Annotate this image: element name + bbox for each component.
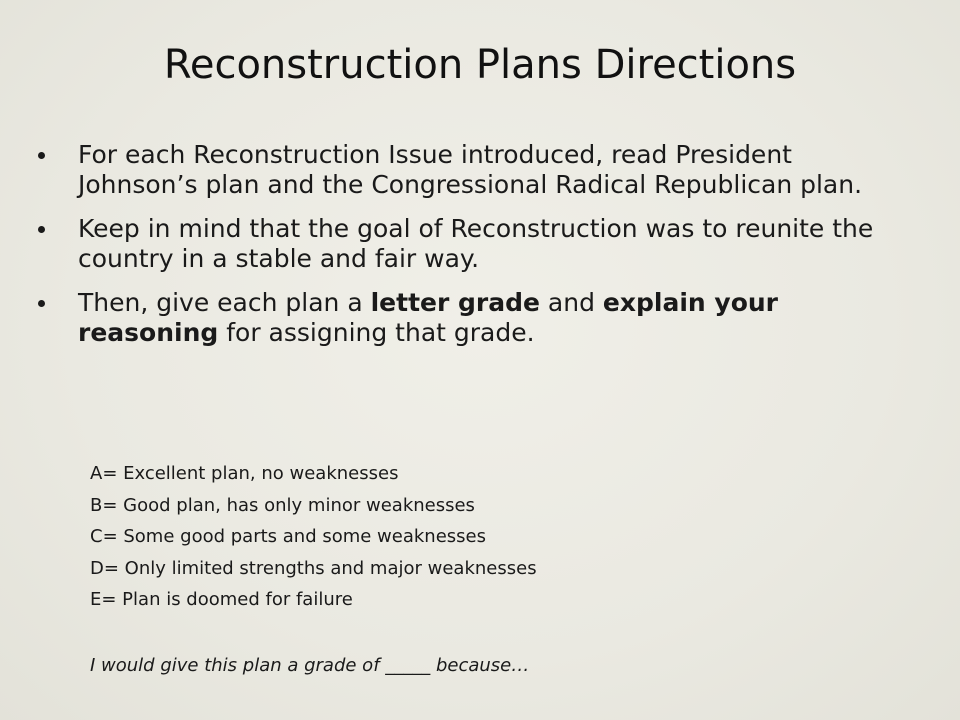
bullet-emphasis-letter-grade: letter grade xyxy=(370,288,540,317)
bullet-text-part: Then, give each plan a xyxy=(78,288,371,317)
bullet-emphasis-explain-reasoning: explain your reasoning xyxy=(78,288,779,347)
slide-title: Reconstruction Plans Directions xyxy=(163,42,797,88)
bullet-item xyxy=(58,140,918,200)
bullet-item xyxy=(58,214,918,274)
bullet-text xyxy=(78,214,873,273)
bullet-text-part: For each Reconstruction Issue introduced, read President Johnson’s plan and the Congressional Radical Republican plan. xyxy=(78,140,863,199)
grade-e-line: E= Plan is doomed for failure xyxy=(90,589,353,610)
grading-scale xyxy=(90,458,850,616)
bullet-dot-icon xyxy=(38,152,45,159)
grade-d-line: D= Only limited strengths and major weaknesses xyxy=(90,557,537,579)
bullet-dot-icon xyxy=(38,300,45,307)
bullet-text xyxy=(78,288,778,347)
bullet-text-part: Keep in mind that the goal of Reconstruction was to reunite the country in a stable and fair way. xyxy=(78,214,874,273)
bullet-text xyxy=(78,140,862,199)
closing-prompt: I would give this plan a grade of _____ because… xyxy=(90,655,530,676)
bullet-item xyxy=(58,288,918,348)
grade-a-line: A= Excellent plan, no weaknesses xyxy=(90,463,399,484)
grade-b-line: B= Good plan, has only minor weaknesses xyxy=(90,494,475,516)
grade-c-line: C= Some good parts and some weaknesses xyxy=(90,526,486,547)
bullet-text-part: for assigning that grade. xyxy=(218,318,535,347)
bullet-text-part: and xyxy=(539,288,603,317)
bullet-dot-icon xyxy=(38,226,45,233)
bullet-list xyxy=(58,140,918,362)
